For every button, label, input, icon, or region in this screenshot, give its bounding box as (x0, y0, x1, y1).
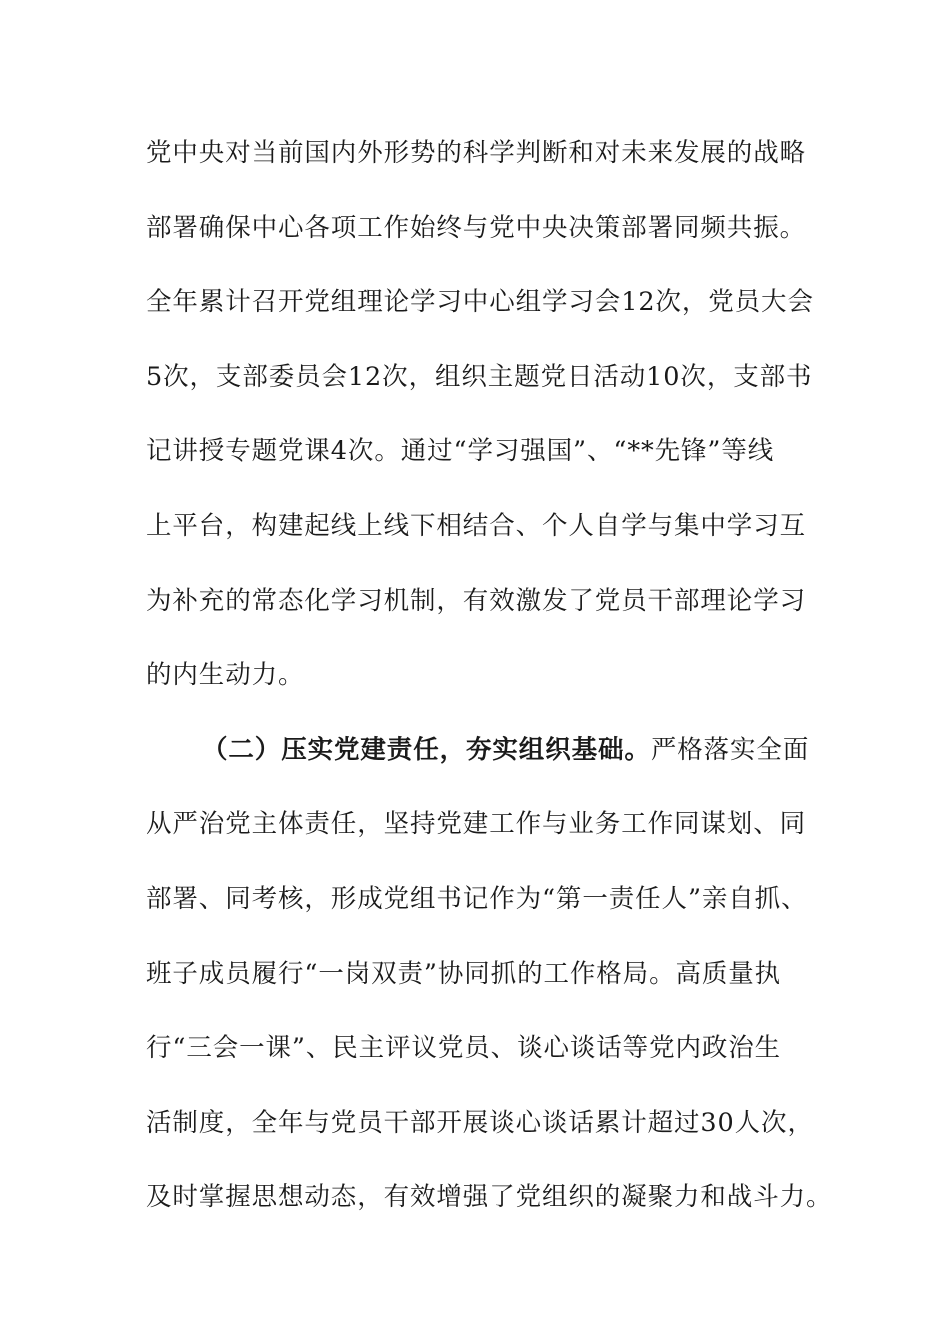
text-line: 党中央对当前国内外形势的科学判断和对未来发展的战略 (146, 138, 807, 168)
section-heading: （二）压实党建责任，夯实组织基础。 (202, 734, 651, 765)
text-line: 部署、同考核，形成党组书记作为“第一责任人”亲自抓、 (146, 883, 808, 914)
paragraph-1 (146, 116, 814, 713)
text-line: 为补充的常态化学习机制，有效激发了党员干部理论学习 (146, 585, 807, 616)
text-line: 从严治党主体责任，坚持党建工作与业务工作同谋划、同 (146, 809, 807, 840)
text-line: 记讲授专题党课4次。通过“学习强国”、“**先锋”等线 (146, 436, 775, 467)
text-line: 班子成员履行“一岗双责”协同抓的工作格局。高质量执 (146, 958, 782, 989)
text-line: 上平台，构建起线上线下相结合、个人自学与集中学习互 (146, 510, 807, 541)
text-line: 5次，支部委员会12次，组织主题党日活动10次，支部书 (146, 361, 813, 392)
text-line: 部署确保中心各项工作始终与党中央决策部署同频共振。 (146, 212, 807, 243)
text-line: 及时掌握思想动态，有效增强了党组织的凝聚力和战斗力。 (146, 1182, 833, 1213)
paragraph-2 (146, 713, 833, 1235)
document-body (146, 116, 833, 1235)
text-line: 的内生动力。 (146, 660, 305, 691)
paragraph-2-first-line (146, 713, 808, 788)
text-line: 行“三会一课”、民主评议党员、谈心谈话等党内政治生 (146, 1033, 782, 1064)
text-run: 严格落实全面 (650, 734, 810, 765)
text-line: 全年累计召开党组理论学习中心组学习会12次，党员大会 (146, 287, 814, 318)
text-line: 活制度，全年与党员干部开展谈心谈话累计超过30人次， (146, 1107, 814, 1138)
